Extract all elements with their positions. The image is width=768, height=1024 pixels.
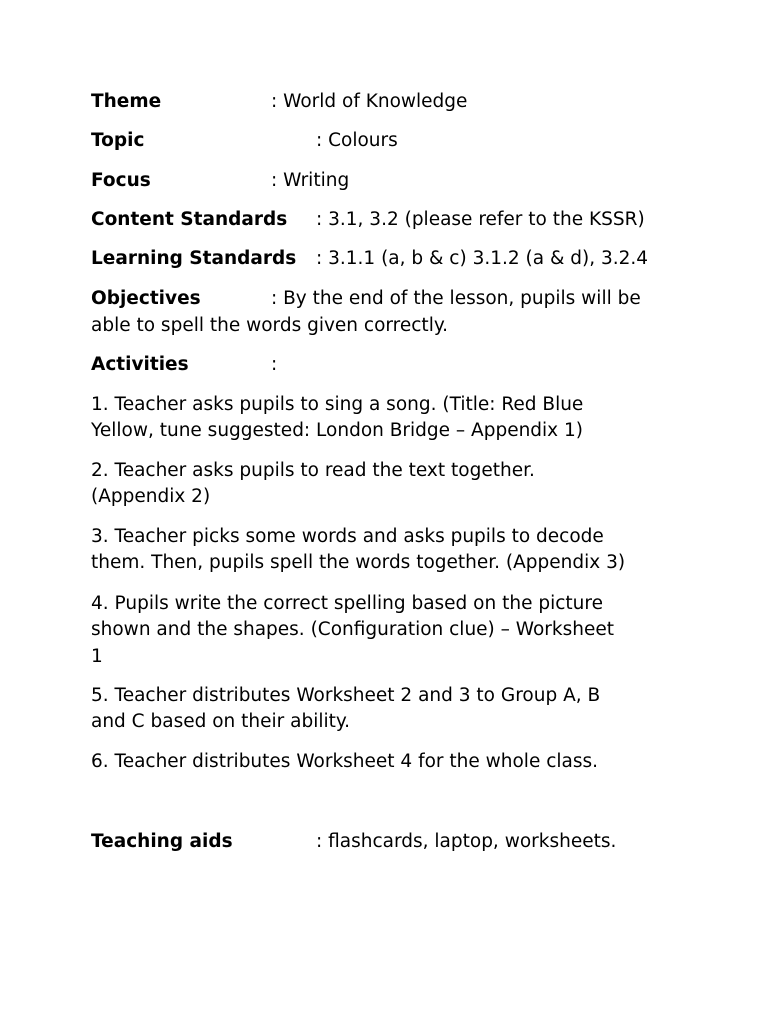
activity-4-line-1: 4. Pupils write the correct spelling based on the picture (91, 593, 603, 614)
content-standards-label: Content Standards (91, 209, 288, 230)
activities-label: Activities (91, 354, 189, 375)
focus-value: : Writing (271, 170, 350, 191)
objectives-label: Objectives (91, 288, 201, 309)
theme-label: Theme (91, 91, 162, 112)
activity-6-line-1: 6. Teacher distributes Worksheet 4 for the whole class. (91, 751, 599, 772)
focus-label: Focus (91, 170, 151, 191)
activity-3-line-1: 3. Teacher picks some words and asks pupils to decode (91, 526, 604, 547)
activity-2-line-1: 2. Teacher asks pupils to read the text together. (91, 460, 535, 481)
learning-standards-value: : 3.1.1 (a, b & c) 3.1.2 (a & d), 3.2.4 (316, 248, 649, 269)
activity-3-line-2: them. Then, pupils spell the words together. (Appendix 3) (91, 552, 626, 573)
theme-value: : World of Knowledge (271, 91, 468, 112)
topic-value: : Colours (316, 130, 398, 151)
activity-5-line-1: 5. Teacher distributes Worksheet 2 and 3 to Group A, B (91, 685, 601, 706)
activity-4-line-3: 1 (91, 646, 103, 667)
activity-5-line-2: and C based on their ability. (91, 711, 351, 732)
learning-standards-label: Learning Standards (91, 248, 297, 269)
activity-1-line-2: Yellow, tune suggested: London Bridge – Appendix 1) (91, 420, 584, 441)
teaching-aids-value: : flashcards, laptop, worksheets. (316, 831, 617, 852)
activities-colon: : (271, 354, 278, 375)
topic-label: Topic (91, 130, 145, 151)
objectives-value: : By the end of the lesson, pupils will be (271, 288, 641, 309)
activity-2-line-2: (Appendix 2) (91, 486, 211, 507)
activity-1-line-1: 1. Teacher asks pupils to sing a song. (Title: Red Blue (91, 394, 584, 415)
objectives-continuation: able to spell the words given correctly. (91, 315, 449, 336)
teaching-aids-label: Teaching aids (91, 831, 233, 852)
activity-4-line-2: shown and the shapes. (Configuration clue) – Worksheet (91, 619, 615, 640)
content-standards-value: : 3.1, 3.2 (please refer to the KSSR) (316, 209, 645, 230)
